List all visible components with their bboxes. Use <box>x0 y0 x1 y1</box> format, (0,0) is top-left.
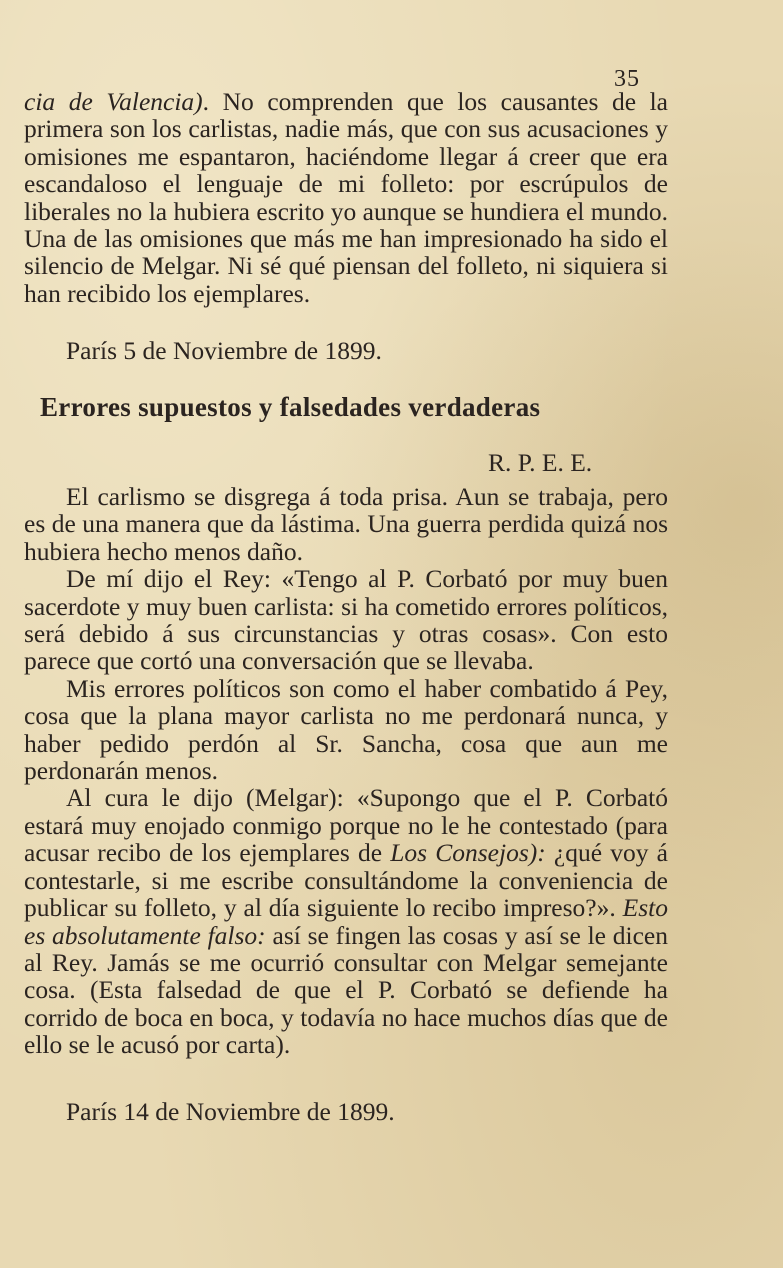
section-text-block <box>24 483 668 1059</box>
paragraph-1: El carlismo se disgrega á toda prisa. Aun se trabaja, pero es de una manera que da lástima. Una guerra perdida quizá nos hubiera hecho menos daño. <box>24 482 668 566</box>
paragraph-4-part-1: Al cura le dijo (Melgar): «Supongo que el P. Corbató estará muy enojado conmigo porque no le he contestado (para acusar recibo de los ejemplares de <box>24 783 668 868</box>
intro-text-block <box>24 88 668 307</box>
salutation: R. P. E. E. <box>488 448 593 477</box>
paragraph-2: De mí dijo el Rey: «Tengo al P. Corbató por muy buen sacerdote y muy buen carlista: si ha cometido errores políticos, será debido á sus circunstancias y otras cosas». Con esto parece que cortó una conversación que se llevaba. <box>24 564 668 676</box>
page-number: 35 <box>614 66 640 92</box>
paragraph-4-italic-2: Esto es absolutamente falso: <box>24 893 668 950</box>
section-heading: Errores supuestos y falsedades verdaderas <box>40 392 541 422</box>
paragraph-3: Mis errores políticos son como el haber combatido á Pey, cosa que la plana mayor carlista no me perdonará nunca, y haber pedido perdón al Sr. Sancha, cosa que aun me perdonarán menos. <box>24 673 668 786</box>
intro-italic-start: cia de Valencia) <box>24 87 203 116</box>
intro-paragraph-text: . No comprenden que los causantes de la primera son los carlistas, nadie más, que con sus acusaciones y omisiones me espantaron, haciéndome llegar á creer que era escandaloso el lenguaje de mi folleto: por escrúpulos de liberales no la hubiera escrito yo aunque se hundiera el mundo. Una de las omisiones que más me han impresionado ha sido el silencio de Melgar. Ni sé qué piensan del folleto, ni siquiera si han recibido los ejemplares. <box>24 87 668 308</box>
date-line-1: París 5 de Noviembre de 1899. <box>66 336 382 365</box>
paragraph-4-part-3: así se fingen las cosas y así se le dicen al Rey. Jamás se me ocurrió consultar con Melgar semejante cosa. (Esta falsedad de que el P. Corbató se defiende ha corrido de boca en boca, y todavía no hace muchos días que de ello se le acusó por carta). <box>24 920 669 1060</box>
paragraph-4-italic-1: Los Consejos): <box>390 838 546 868</box>
paragraph-4 <box>24 784 668 1058</box>
intro-paragraph <box>24 88 668 307</box>
paragraph-4-part-2: ¿qué voy á contestarle, si me escribe consultándome la conveniencia de publicar su folleto, y al día siguiente lo recibo impreso?». <box>24 838 668 923</box>
date-line-2: París 14 de Noviembre de 1899. <box>66 1097 395 1126</box>
